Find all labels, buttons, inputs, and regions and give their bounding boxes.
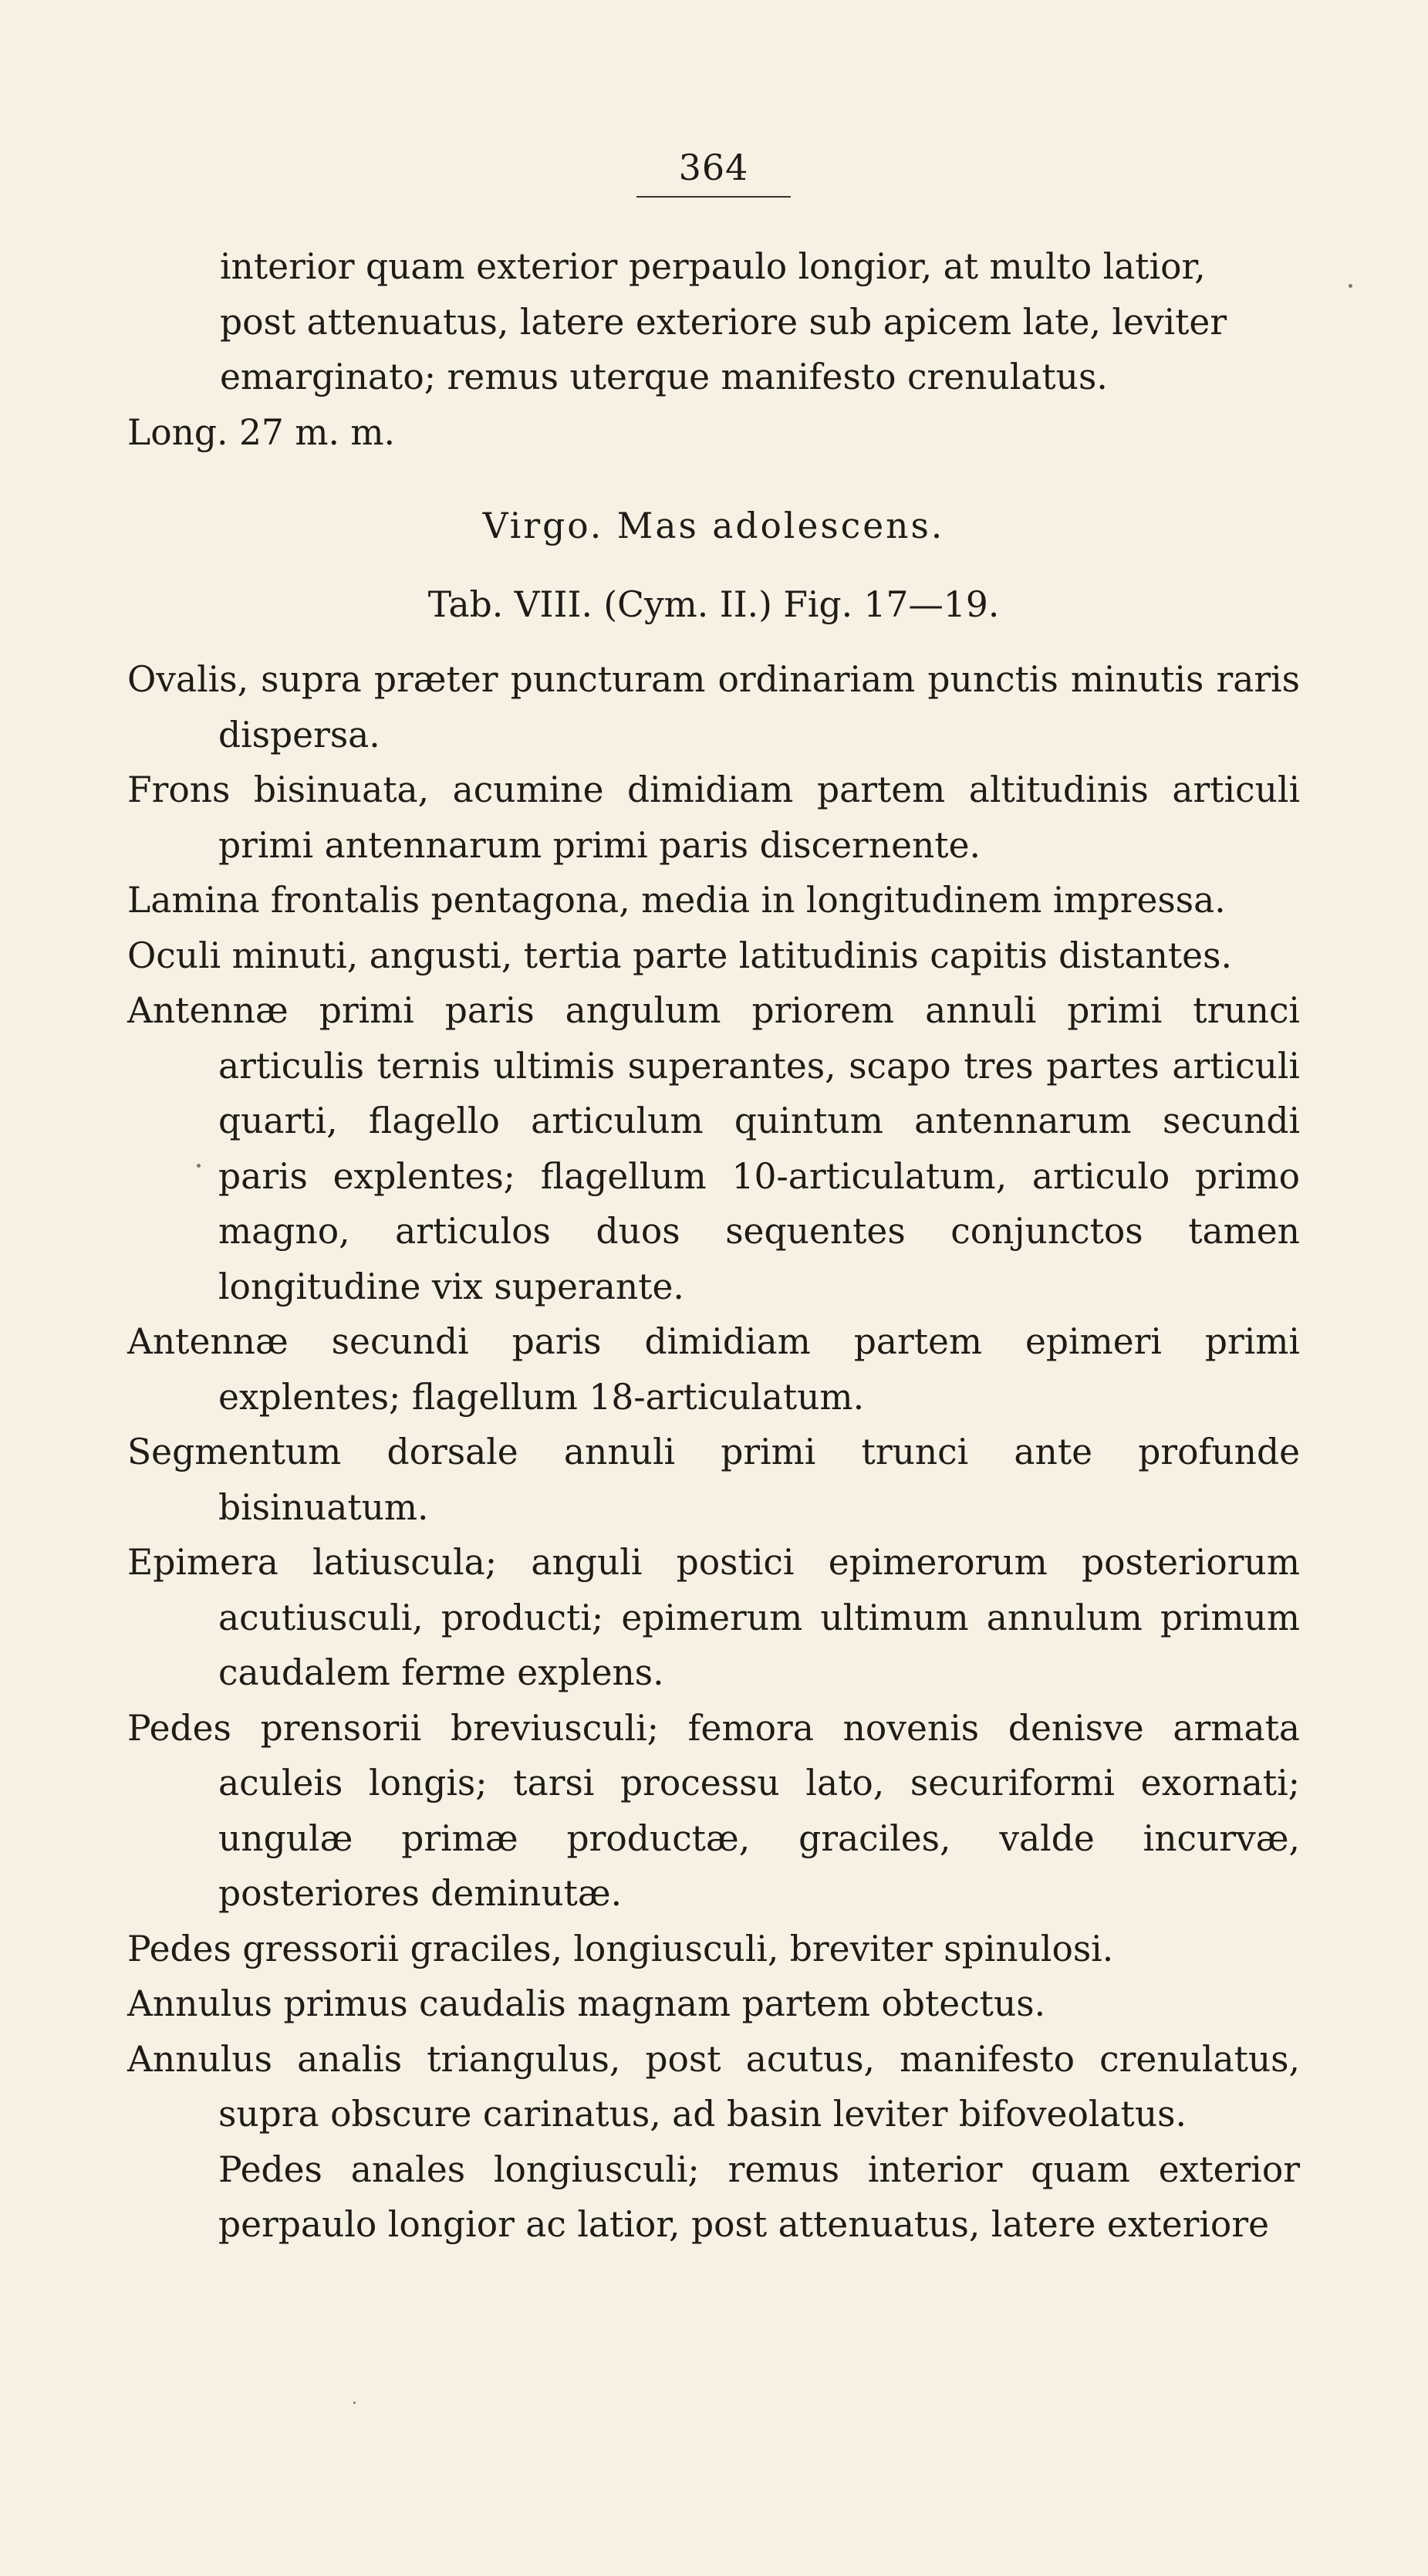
paragraph-annulus-analis: Annulus analis triangulus, post acutus, manifesto crenulatus, supra obscure carinatus, ad basin leviter bifoveolatus. <box>127 2038 1300 2135</box>
paragraph-antennae-primi: Antennæ primi paris angulum priorem annuli primi trunci articulis ternis ultimis superantes, scapo tres partes articuli quarti, flagello articulum quintum antennarum secundi paris explentes; flagellum 10-articulatum, articulo primo magno, articulos duos sequentes conjunctos tamen longitudine vix superante. <box>127 990 1300 1307</box>
continued-line-3: emarginato; remus uterque manifesto crenulatus. <box>220 357 1108 397</box>
body-text <box>127 239 1300 2253</box>
paragraph-lamina: Lamina frontalis pentagona, media in longitudinem impressa. <box>127 880 1226 921</box>
section-heading: Virgo. Mas adolescens. <box>482 505 945 546</box>
paragraph-pedes-anales: Pedes anales longiusculi; remus interior quam exterior perpaulo longior ac latior, post attenuatus, latere exteriore <box>218 2148 1300 2245</box>
page-number: 364 <box>678 147 749 188</box>
paragraph-pedes-prensorii: Pedes prensorii breviusculi; femora novenis denisve armata aculeis longis; tarsi processu lato, securiformi exornati; ungulæ primæ productæ, graciles, valde incurvæ, posteriores deminutæ. <box>127 1707 1300 1914</box>
page-speck <box>353 2402 356 2404</box>
margin-speck <box>1349 284 1352 288</box>
paragraph-frons: Frons bisinuata, acumine dimidiam partem altitudinis articuli primi antennarum primi paris discernente. <box>127 769 1300 866</box>
paragraph-segmentum: Segmentum dorsale annuli primi trunci ante profunde bisinuatum. <box>127 1432 1300 1528</box>
paragraph-annulus-primus: Annulus primus caudalis magnam partem obtectus. <box>127 1983 1046 2024</box>
paragraph-ovalis: Ovalis, supra præter puncturam ordinariam punctis minutis raris dispersa. <box>127 659 1300 756</box>
plate-reference: Tab. VIII. (Cym. II.) Fig. 17—19. <box>427 583 1000 625</box>
paragraph-antennae-secundi: Antennæ secundi paris dimidiam partem epimeri primi explentes; flagellum 18-articulatum. <box>127 1321 1300 1418</box>
paragraph-pedes-gressorii: Pedes gressorii graciles, longiusculi, breviter spinulosi. <box>127 1928 1114 1969</box>
page-number-rule <box>636 196 791 198</box>
continued-line-1: interior quam exterior perpaulo longior, at multo latior, <box>220 246 1206 287</box>
paragraph-oculi: Oculi minuti, angusti, tertia parte latitudinis capitis distantes. <box>127 935 1232 976</box>
paragraph-epimera: Epimera latiuscula; anguli postici epimerorum posteriorum acutiusculi, producti; epimerum ultimum annulum primum caudalem ferme explens. <box>127 1542 1300 1693</box>
margin-speck <box>197 1164 201 1168</box>
length-line: Long. 27 m. m. <box>127 411 396 453</box>
continued-line-2: post attenuatus, latere exteriore sub apicem late, leviter <box>220 301 1227 343</box>
